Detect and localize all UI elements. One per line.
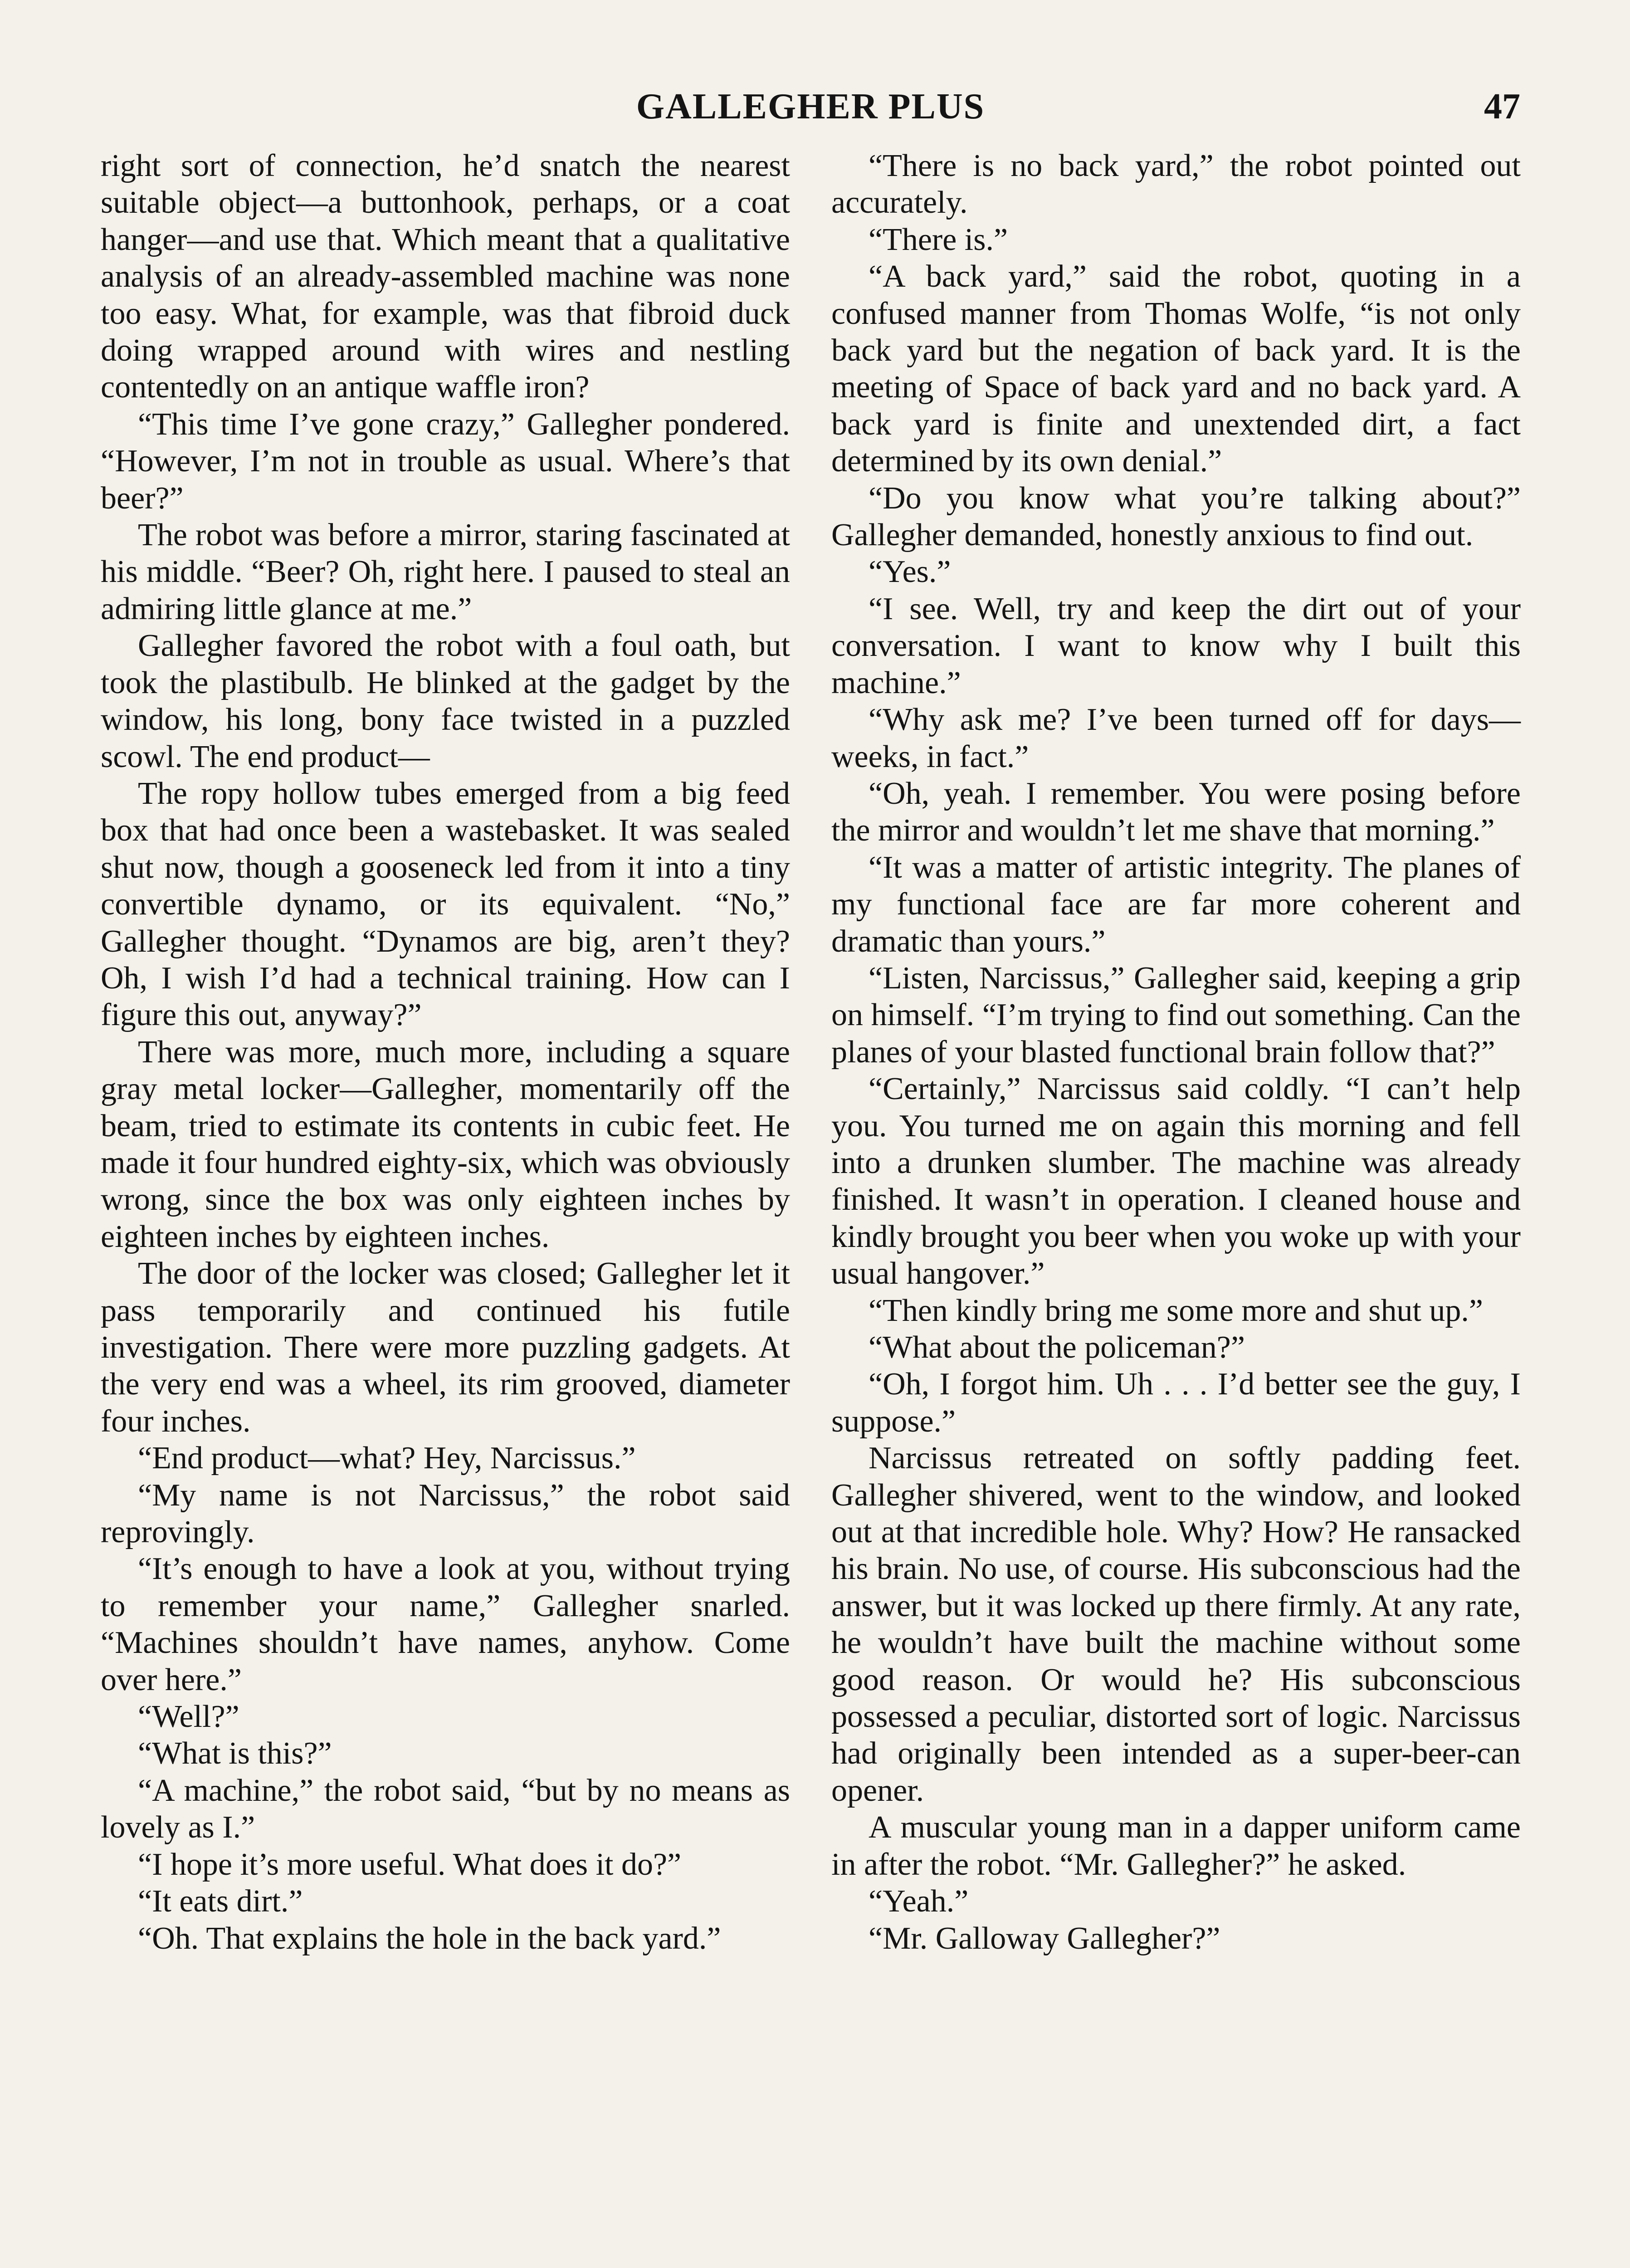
page-number: 47	[1484, 87, 1520, 127]
left-column	[101, 147, 790, 1957]
running-title: GALLEGHER PLUS	[636, 87, 985, 127]
running-header	[101, 86, 1520, 141]
paragraph: “Oh, I forgot him. Uh . . . I’d better see the guy, I suppose.”	[831, 1367, 1521, 1439]
paragraph: “End product—what? Hey, Narcissus.”	[138, 1441, 636, 1476]
paragraph: There was more, much more, including a square gray metal locker—Gallegher, momentarily off the beam, tried to estimate its contents in cubic feet. He made it four hundred eighty-six, which was obviously wrong, since the box was only eighteen inches by eighteen inches by eighteen inches.	[101, 1034, 790, 1254]
paragraph: Narcissus retreated on softly padding feet. Gallegher shivered, went to the window, and looked out at that incredible hole. Why? How? He ransacked his brain. No use, of course. His subconscious had the answer, but it was locked up there firmly. At any rate, he wouldn’t have built the machine without some good reason. Or would he? His subconscious possessed a peculiar, distorted sort of logic. Narcissus had originally been intended as a super-beer-can opener.	[831, 1441, 1521, 1808]
paragraph: A muscular young man in a dapper uniform came in after the robot. “Mr. Gallegher?” he asked.	[831, 1810, 1521, 1882]
paragraph: “My name is not Narcissus,” the robot said reprovingly.	[101, 1477, 790, 1550]
paragraph: right sort of connection, he’d snatch the nearest suitable object—a buttonhook, perhaps, or a coat hanger—and use that. Which meant that a qualitative analysis of an already-assembled machine was none too easy. What, for example, was that fibroid duck doing wrapped around with wires and nestling contentedly on an antique waffle iron?	[101, 148, 790, 405]
paragraph: “Yes.”	[869, 554, 951, 590]
paragraph: “It’s enough to have a look at you, without trying to remember your name,” Gallegher snarled. “Machines shouldn’t have names, anyhow. Come over here.”	[101, 1551, 790, 1697]
paragraph: “Why ask me? I’ve been turned off for days—weeks, in fact.”	[831, 702, 1521, 774]
paragraph: “It eats dirt.”	[138, 1884, 303, 1919]
paragraph: “Then kindly bring me some more and shut up.”	[869, 1293, 1483, 1328]
paragraph: “A back yard,” said the robot, quoting in a confused manner from Thomas Wolfe, “is not only back yard but the negation of back yard. It is the meeting of Space of back yard and no back yard. A back yard is finite and unextended dirt, a fact determined by its own denial.”	[831, 259, 1521, 479]
right-column	[831, 147, 1521, 1957]
paragraph: “Do you know what you’re talking about?” Gallegher demanded, honestly anxious to find out.	[831, 480, 1521, 553]
paragraph: “Well?”	[138, 1699, 239, 1735]
paragraph: “This time I’ve gone crazy,” Gallegher pondered. “However, I’m not in trouble as usual. Where’s that beer?”	[101, 406, 790, 516]
paragraph: The door of the locker was closed; Gallegher let it pass temporarily and continued his futile investigation. There were more puzzling gadgets. At the very end was a wheel, its rim grooved, diameter four inches.	[101, 1256, 790, 1439]
paragraph: “What about the policeman?”	[869, 1330, 1245, 1365]
paragraph: “Oh, yeah. I remember. You were posing before the mirror and wouldn’t let me shave that morning.”	[831, 776, 1521, 848]
paragraph: The ropy hollow tubes emerged from a big feed box that had once been a wastebasket. It was sealed shut now, though a gooseneck led from it into a tiny convertible dynamo, or its equivalent. “No,” Gallegher thought. “Dynamos are big, aren’t they? Oh, I wish I’d had a technical training. How can I figure this out, anyway?”	[101, 776, 790, 1033]
paragraph: “Certainly,” Narcissus said coldly. “I can’t help you. You turned me on again this morning and fell into a drunken slumber. The machine was already finished. It wasn’t in operation. I cleaned house and kindly brought you beer when you woke up with your usual hangover.”	[831, 1071, 1521, 1291]
paragraph: “Listen, Narcissus,” Gallegher said, keeping a grip on himself. “I’m trying to find out something. Can the planes of your blasted functional brain follow that?”	[831, 960, 1521, 1070]
paragraph: “There is.”	[869, 222, 1008, 257]
paragraph: Gallegher favored the robot with a foul oath, but took the plastibulb. He blinked at the gadget by the window, his long, bony face twisted in a puzzled scowl. The end product—	[101, 628, 790, 774]
paragraph: “It was a matter of artistic integrity. The planes of my functional face are far more coherent and dramatic than yours.”	[831, 850, 1521, 959]
paragraph: “Mr. Galloway Gallegher?”	[869, 1921, 1220, 1956]
paragraph: “A machine,” the robot said, “but by no means as lovely as I.”	[101, 1773, 790, 1845]
paragraph: “Yeah.”	[869, 1884, 969, 1919]
paragraph: “I hope it’s more useful. What does it do?”	[138, 1847, 682, 1882]
paragraph: “What is this?”	[138, 1736, 332, 1771]
paragraph: “I see. Well, try and keep the dirt out of your conversation. I want to know why I built this machine.”	[831, 591, 1521, 700]
paragraph: “Oh. That explains the hole in the back yard.”	[138, 1921, 721, 1956]
paragraph: “There is no back yard,” the robot pointed out accurately.	[831, 148, 1521, 220]
paragraph: The robot was before a mirror, staring fascinated at his middle. “Beer? Oh, right here. I paused to steal an admiring little glance at me.”	[101, 518, 790, 626]
